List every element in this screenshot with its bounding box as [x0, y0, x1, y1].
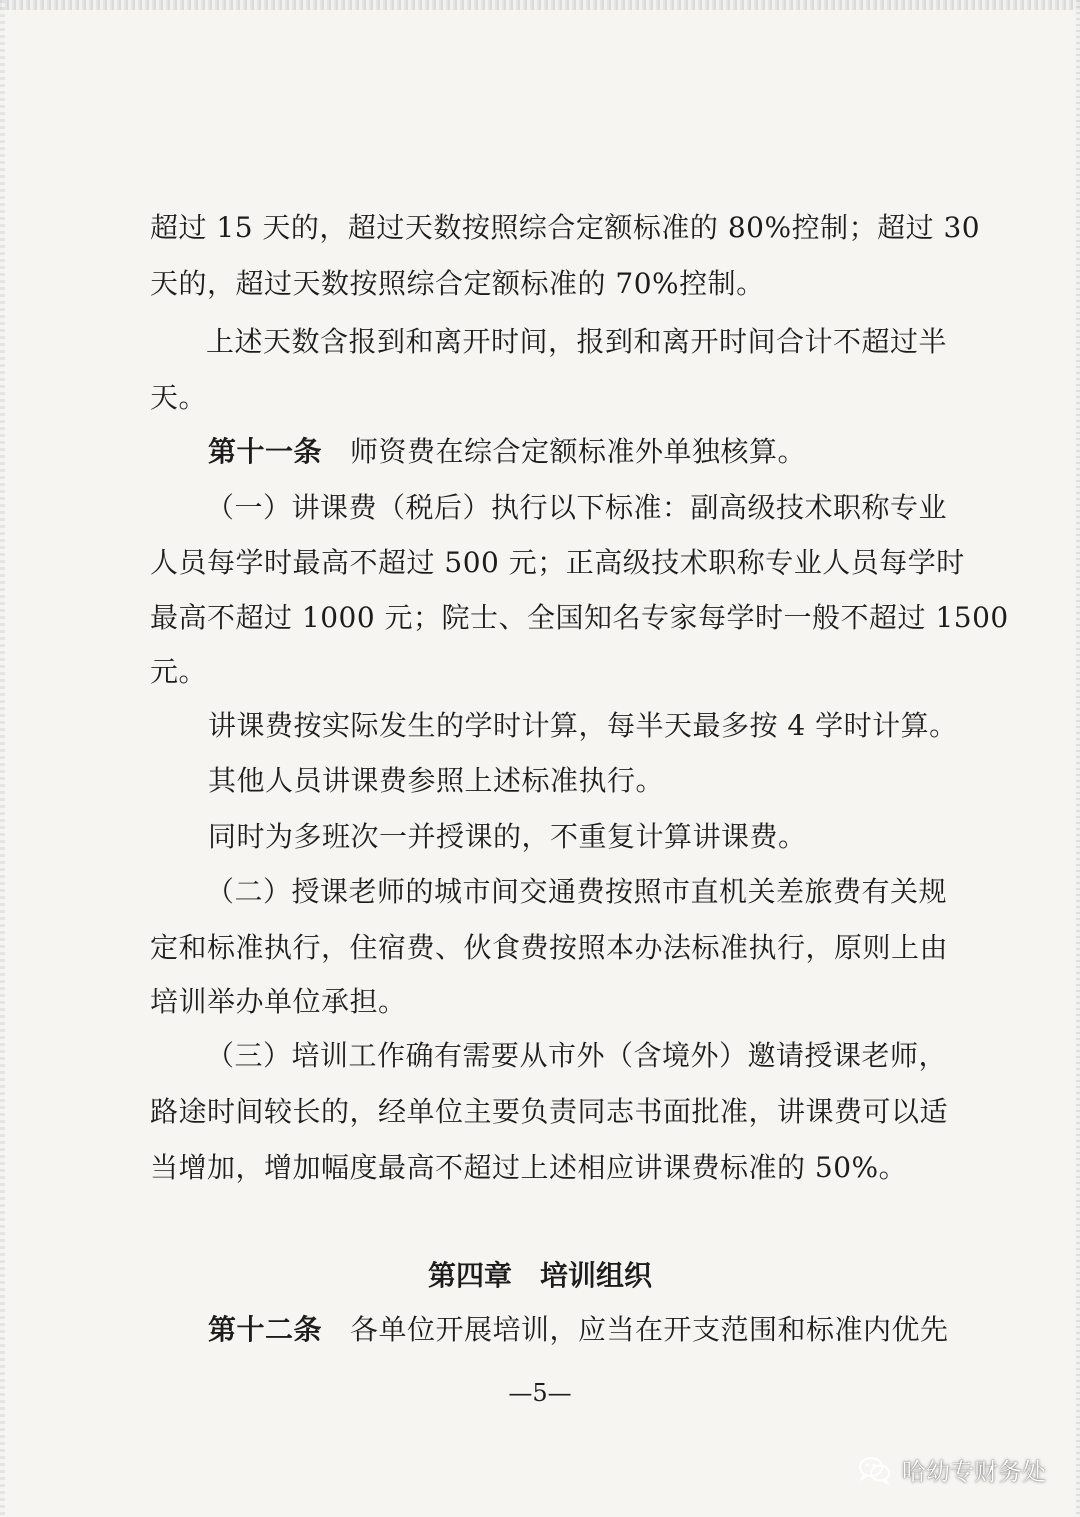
watermark-text: 哈幼专财务处: [902, 1458, 1046, 1486]
body-line: （二）授课老师的城市间交通费按照市直机关差旅费有关规: [206, 875, 948, 908]
wechat-icon: [858, 1455, 892, 1485]
body-line: 讲课费按实际发生的学时计算，每半天最多按 4 学时计算。: [208, 709, 958, 742]
body-line: （一）讲课费（税后）执行以下标准：副高级技术职称专业: [206, 491, 948, 524]
body-line: 培训举办单位承担。: [150, 985, 407, 1018]
watermark: [858, 1452, 1046, 1487]
body-line: 最高不超过 1000 元；院士、全国知名专家每学时一般不超过 1500: [150, 601, 1009, 634]
body-line: 路途时间较长的，经单位主要负责同志书面批准，讲课费可以适: [150, 1095, 949, 1128]
body-line: 上述天数含报到和离开时间，报到和离开时间合计不超过半: [206, 325, 948, 358]
body-line: 人员每学时最高不超过 500 元；正高级技术职称专业人员每学时: [150, 546, 965, 579]
chapter-title: 培训组织: [540, 1259, 653, 1292]
body-line: 天的，超过天数按照综合定额标准的 70%控制。: [150, 267, 765, 300]
body-line: 其他人员讲课费参照上述标准执行。: [208, 764, 665, 797]
page-number: —5—: [508, 1379, 572, 1407]
scan-edge-top: [0, 0, 1080, 10]
body-line: 同时为多班次一并授课的，不重复计算讲课费。: [208, 820, 807, 853]
article-11-line: [208, 432, 806, 472]
body-line: 定和标准执行，住宿费、伙食费按照本办法标准执行，原则上由: [150, 931, 949, 964]
article-heading: 第十一条: [208, 435, 323, 468]
body-line: 元。: [150, 655, 208, 688]
body-line: （三）培训工作确有需要从市外（含境外）邀请授课老师，: [206, 1039, 948, 1072]
body-line: 当增加，增加幅度最高不超过上述相应讲课费标准的 50%。: [150, 1151, 908, 1184]
chapter-number: 第四章: [427, 1259, 512, 1292]
body-line: 天。: [150, 381, 208, 414]
article-12-line: [208, 1310, 949, 1350]
body-line: 超过 15 天的，超过天数按照综合定额标准的 80%控制；超过 30: [150, 211, 981, 244]
article-text: 师资费在综合定额标准外单独核算。: [350, 435, 807, 468]
article-text: 各单位开展培训，应当在开支范围和标准内优先: [350, 1313, 949, 1346]
chapter-heading: [0, 1256, 1080, 1296]
article-heading: 第十二条: [208, 1313, 323, 1346]
